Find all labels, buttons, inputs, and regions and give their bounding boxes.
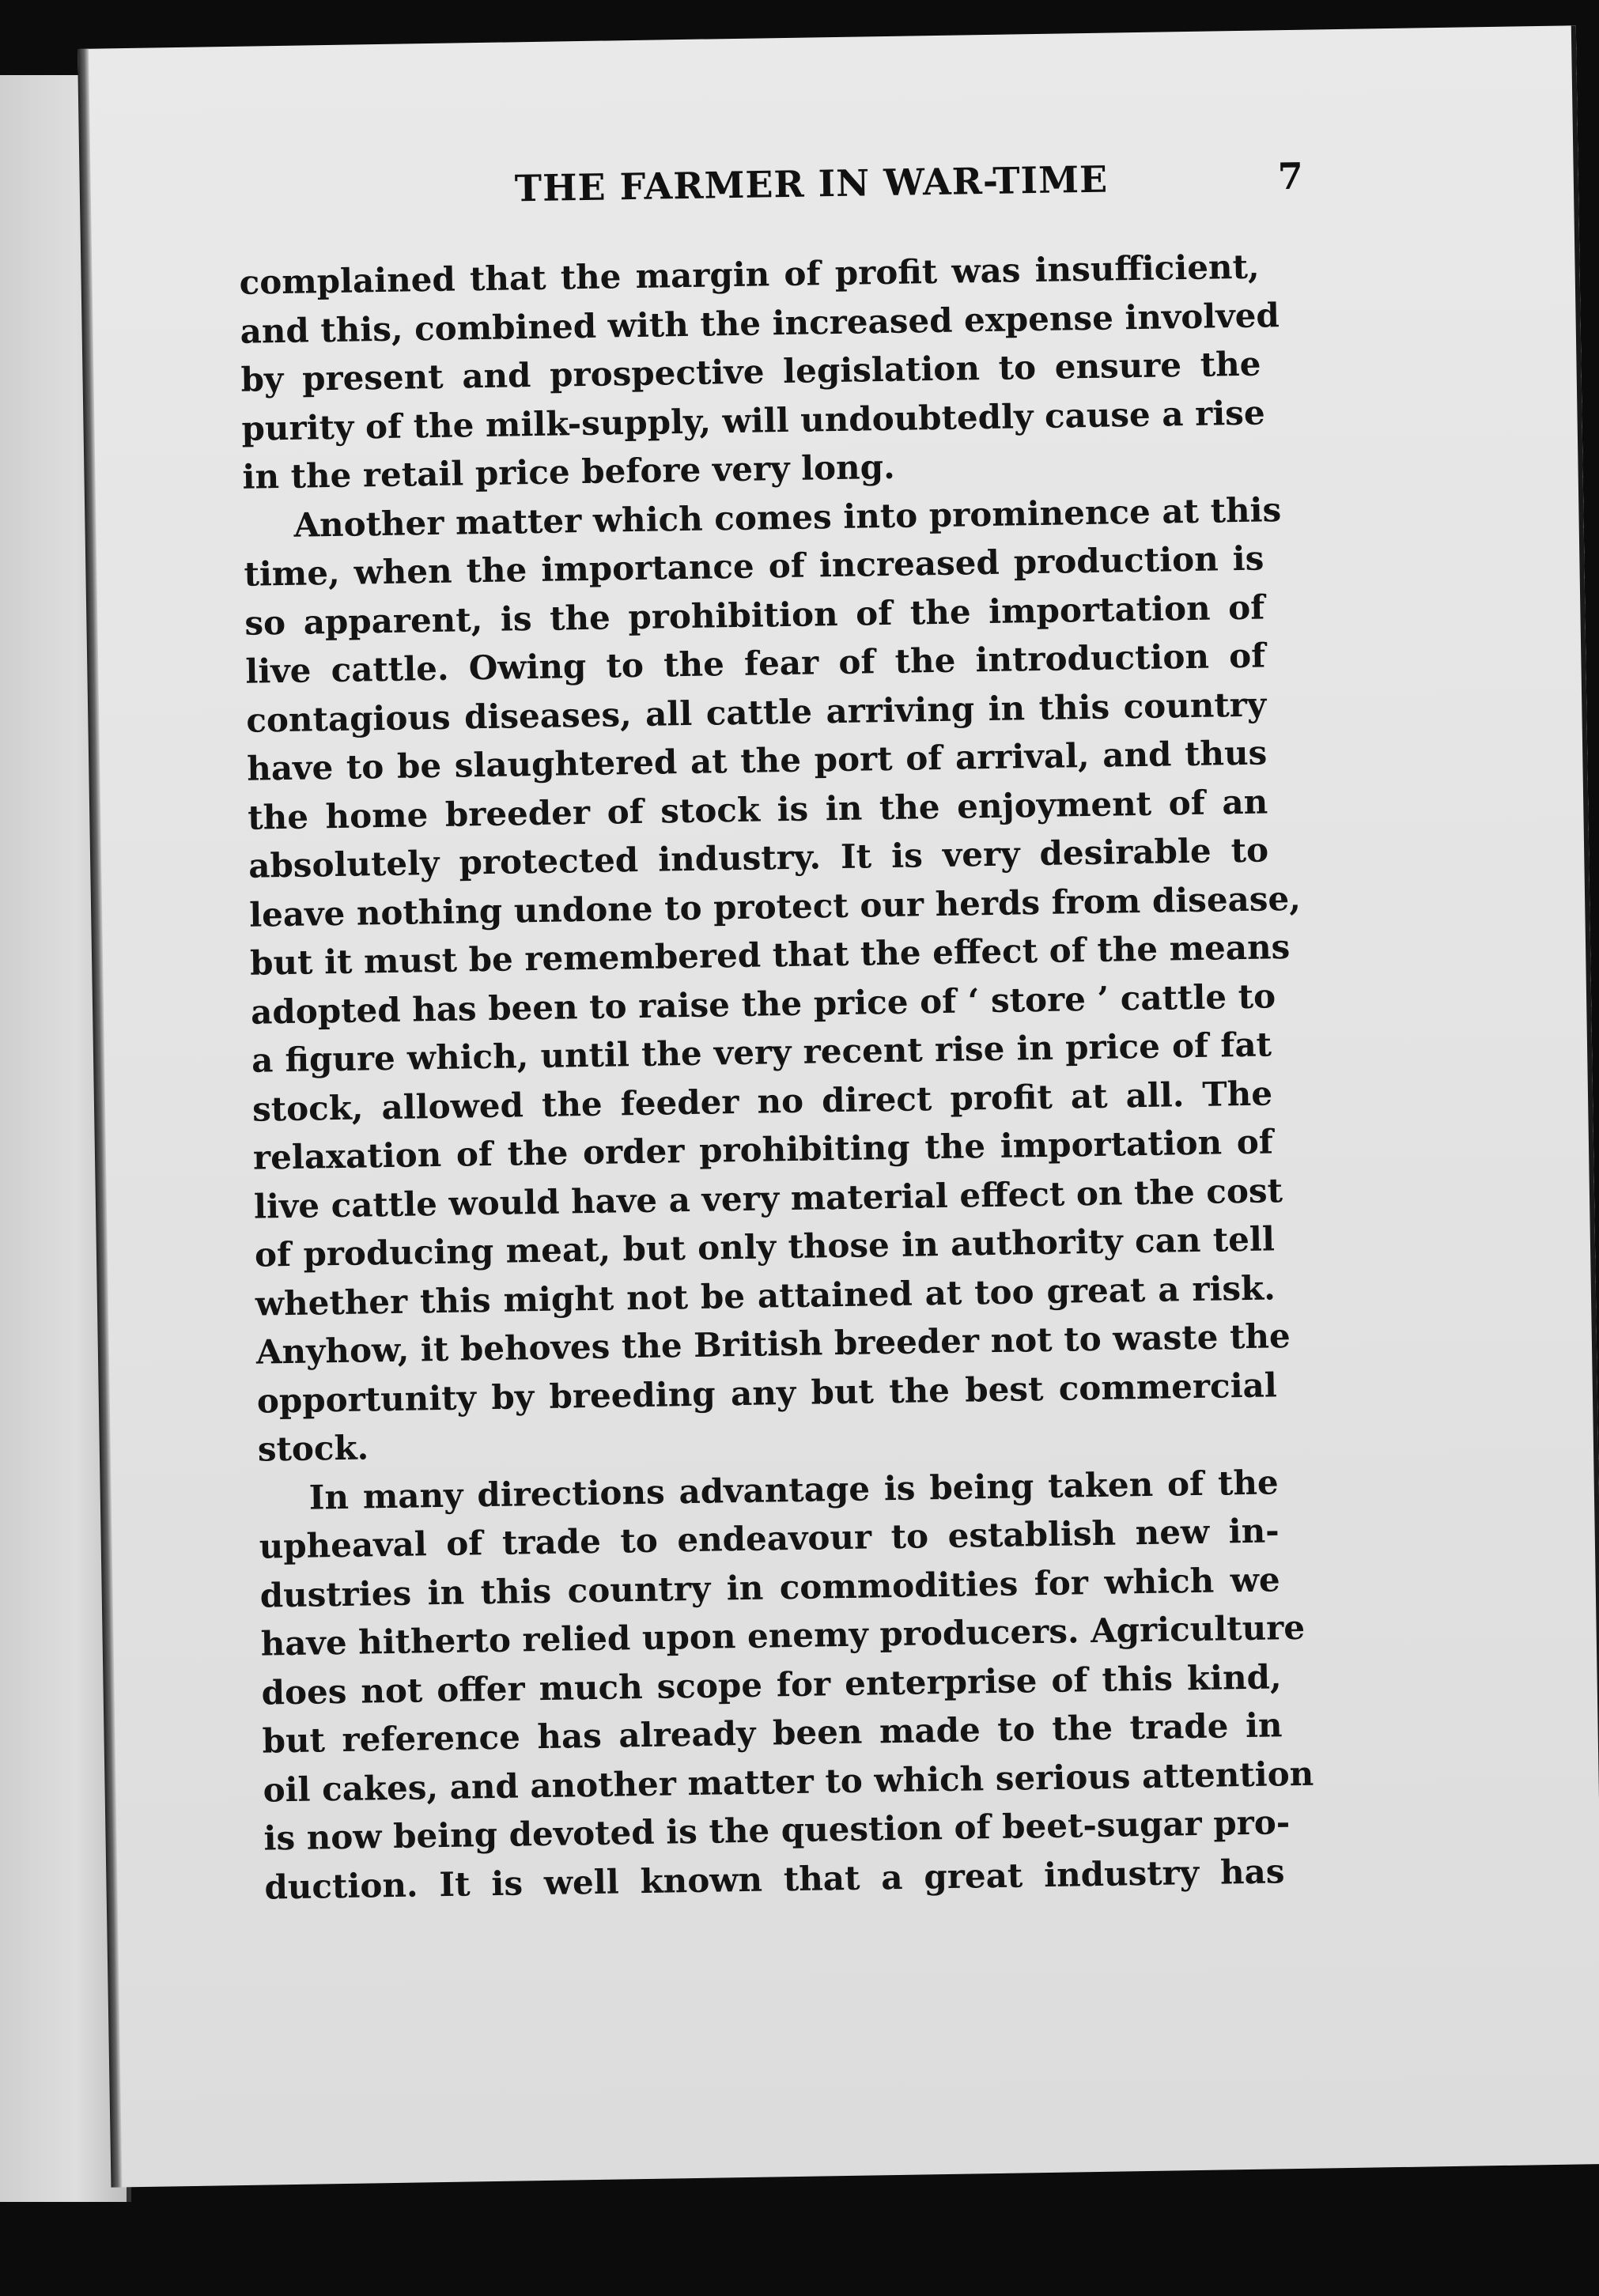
text-line: so apparent, is the prohibition of the importation of <box>244 587 1265 643</box>
paragraph-3 <box>258 1458 1314 1912</box>
text-line: In many directions advantage is being taken of the <box>308 1462 1280 1517</box>
paragraph-2 <box>243 485 1302 1474</box>
text-line: time, when the importance of increased production is <box>244 538 1264 594</box>
text-line: the home breeder of stock is in the enjoyment of an <box>247 781 1268 837</box>
text-line: relaxation of the order prohibiting the importation of <box>252 1122 1274 1177</box>
text-line: Another matter which comes into prominence at this <box>293 489 1282 545</box>
text-line: in the retail price before very long. <box>242 447 895 497</box>
body-text <box>239 243 1314 1912</box>
text-line: contagious diseases, all cattle arriving in this country <box>245 684 1267 740</box>
text-line: opportunity by breeding any but the best commercial <box>256 1365 1278 1421</box>
text-line: adopted has been to raise the price of ‘ store ’ cattle to <box>250 976 1276 1032</box>
text-line: and this, combined with the increased expense involved <box>240 295 1280 351</box>
page-number: 7 <box>1277 154 1305 198</box>
text-line: whether this might not be attained at too great a risk. <box>255 1267 1276 1324</box>
text-line: does not offer much scope for enterprise of this kind, <box>261 1656 1282 1713</box>
book-page <box>77 25 1599 2187</box>
text-line: is now being devoted is the question of beet-sugar pro- <box>263 1803 1291 1858</box>
text-line: stock. <box>257 1428 369 1469</box>
text-line: but reference has already been made to the trade in <box>262 1705 1283 1761</box>
text-line: of producing meat, but only those in authority can tell <box>254 1219 1276 1275</box>
text-line: have to be slaughtered at the port of arrival, and thus <box>246 733 1268 788</box>
text-line: a figure which, until the very recent rise in price of fat <box>251 1025 1272 1080</box>
text-line: but it must be remembered that the effect of the means <box>249 927 1291 983</box>
text-line: duction. It is well known that a great industry has <box>264 1851 1285 1907</box>
text-line: have hitherto relied upon enemy producers. Agriculture <box>260 1607 1306 1663</box>
text-line: oil cakes, and another matter to which serious attention <box>263 1754 1314 1810</box>
text-line: dustries in this country in commodities for which we <box>259 1559 1280 1615</box>
running-head-title: THE FARMER IN WAR-TIME <box>514 157 1109 210</box>
text-line: purity of the milk-supply, will undoubtedly cause a rise <box>241 392 1265 448</box>
text-line: complained that the margin of profit was insufficient, <box>239 247 1260 302</box>
text-line: live cattle would have a very material effect on the cost <box>253 1170 1283 1226</box>
paragraph-1 <box>239 243 1280 502</box>
text-line: Anyhow, it behoves the British breeder not to waste the <box>255 1316 1291 1372</box>
text-line: live cattle. Owing to the fear of the introduction of <box>245 636 1266 691</box>
text-line: by present and prospective legislation to ensure the <box>240 344 1261 399</box>
text-line: stock, allowed the feeder no direct profit at all. The <box>251 1073 1273 1129</box>
running-head <box>229 154 1336 210</box>
text-line: upheaval of trade to endeavour to establish new in- <box>259 1511 1280 1566</box>
text-line: leave nothing undone to protect our herds from disease, <box>248 878 1302 935</box>
text-line: absolutely protected industry. It is very desirable to <box>248 830 1269 886</box>
